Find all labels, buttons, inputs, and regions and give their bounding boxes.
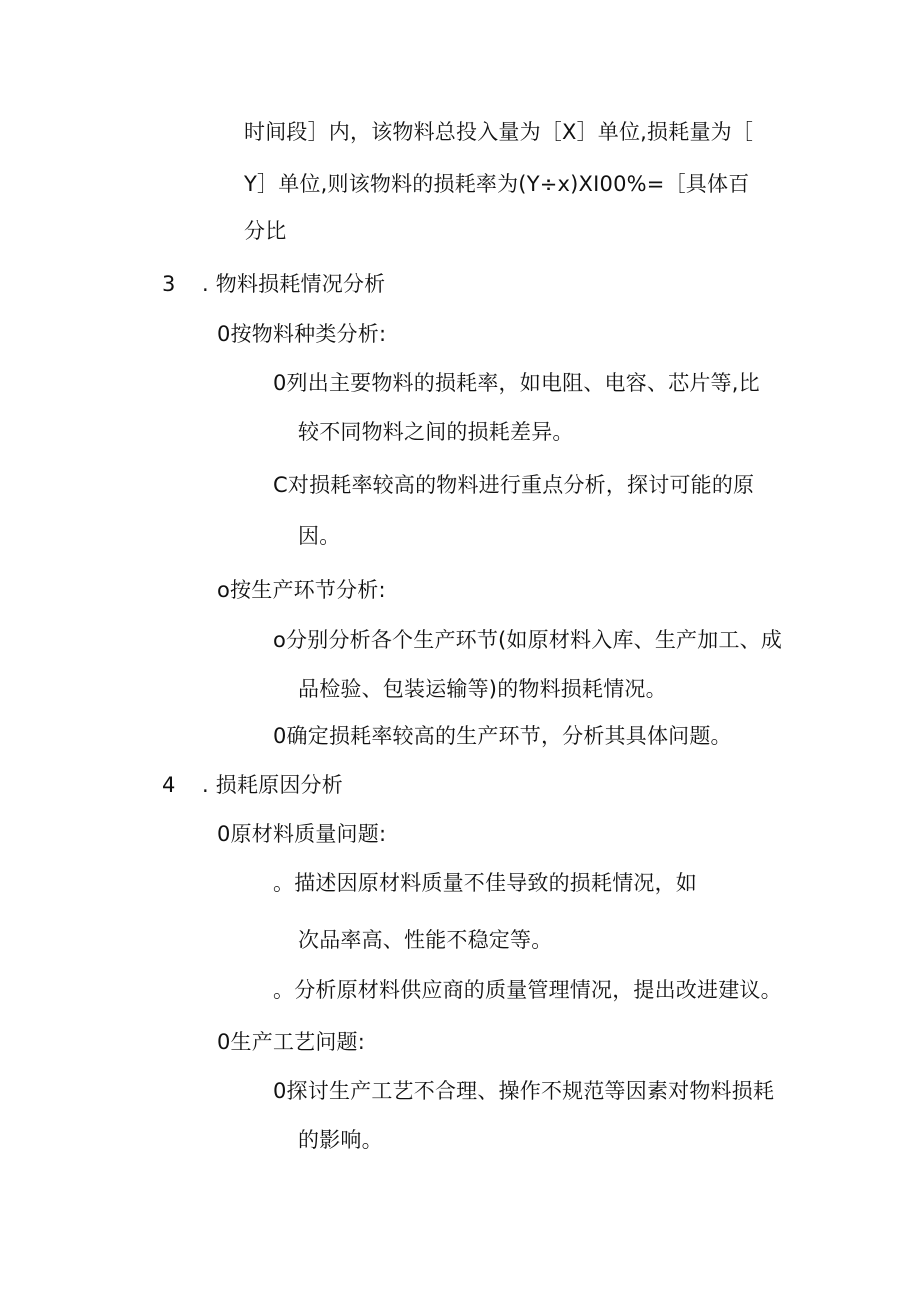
- section-number: 4: [162, 773, 176, 797]
- list-item-line: 次品率高、性能不稳定等。: [298, 928, 553, 952]
- list-item-line: 0探讨生产工艺不合理、操作不规范等因素对物料损耗: [273, 1079, 775, 1103]
- subheading: 0原材料质量问题:: [217, 822, 387, 846]
- list-item-line: C对损耗率较高的物料进行重点分析，探讨可能的原: [273, 473, 755, 497]
- subheading: 0生产工艺问题:: [217, 1030, 366, 1054]
- list-item-line: 较不同物料之间的损耗差异。: [298, 420, 574, 444]
- section-3-heading: [162, 270, 385, 298]
- list-item-line: 。分析原材料供应商的质量管理情况，提出改进建议。: [273, 978, 782, 1002]
- list-item-line: 品检验、包装运输等)的物料损耗情况。: [298, 677, 667, 701]
- list-item-line: 因。: [298, 524, 341, 548]
- list-item-line: 0列出主要物料的损耗率，如电阻、电容、芯片等,比: [273, 371, 760, 395]
- paragraph-line: 时间段］内，该物料总投入量为［X］单位,损耗量为［: [244, 120, 754, 144]
- section-title: . 物料损耗情况分析: [202, 272, 386, 296]
- section-4-heading: [162, 771, 343, 799]
- paragraph-line: 分比: [244, 219, 287, 243]
- subheading: o按生产环节分析:: [217, 578, 386, 602]
- paragraph-line: Y］单位,则该物料的损耗率为(Y÷x)XI00%=［具体百: [244, 172, 750, 196]
- list-item-line: 0确定损耗率较高的生产环节，分析其具体问题。: [273, 724, 732, 748]
- list-item-line: 的影响。: [298, 1128, 383, 1152]
- list-item-line: 。描述因原材料质量不佳导致的损耗情况，如: [273, 871, 697, 895]
- list-item-line: o分别分析各个生产环节(如原材料入库、生产加工、成: [273, 628, 783, 652]
- section-title: . 损耗原因分析: [202, 773, 343, 797]
- subheading: 0按物料种类分析:: [217, 322, 387, 346]
- section-number: 3: [162, 272, 176, 296]
